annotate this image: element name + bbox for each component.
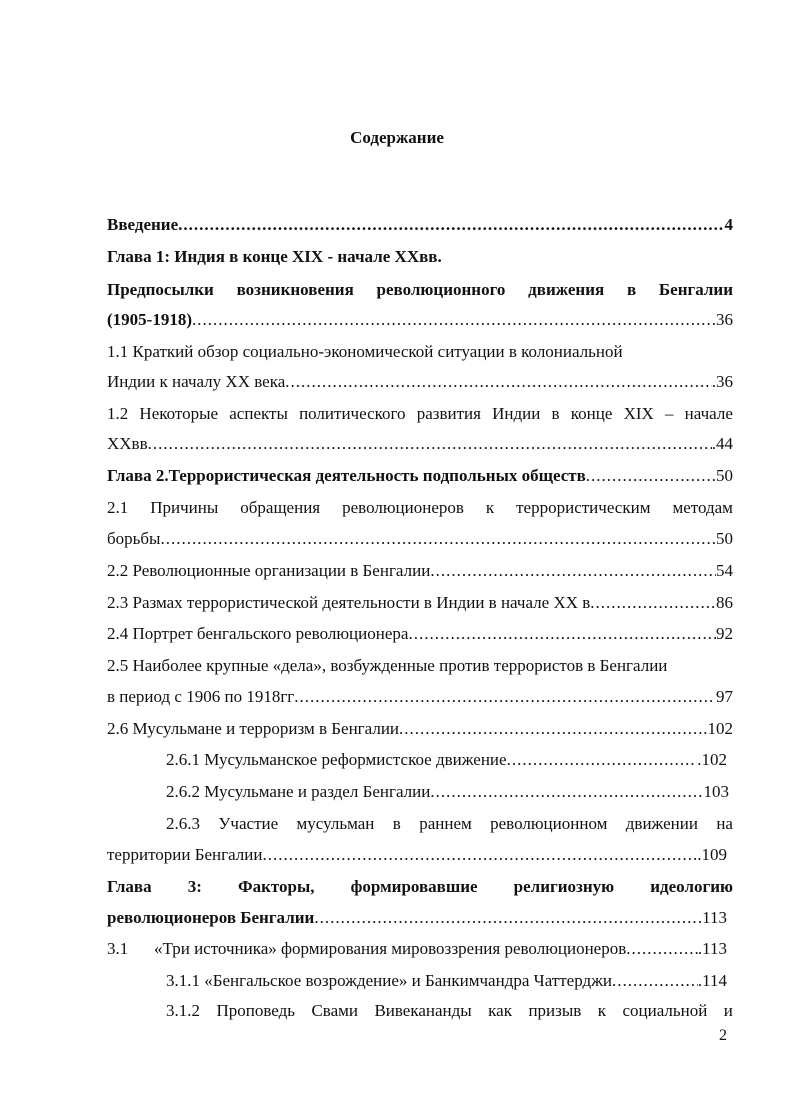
toc-text: 2.6.1 Мусульманское реформистское движение	[166, 750, 507, 769]
toc-text: 3.1.1 «Бенгальское возрождение» и Банкимчандра Чаттерджи	[166, 971, 612, 990]
toc-leader-dots	[430, 781, 703, 803]
word: –	[664, 404, 674, 423]
toc-text: борьбы	[107, 529, 161, 548]
word: 2.6.3	[166, 814, 200, 833]
toc-page: .102	[703, 719, 733, 738]
toc-page: 4	[724, 215, 733, 234]
word: 3.1.2	[166, 1001, 200, 1020]
word: методам	[672, 498, 733, 517]
toc-leader-dots	[399, 718, 703, 740]
toc-page: 50	[716, 529, 733, 548]
word: Предпосылки	[107, 280, 214, 299]
toc-section-1-2-line2	[107, 433, 733, 455]
toc-section-2-6-2	[166, 781, 729, 803]
toc-page: 54	[716, 561, 733, 580]
toc-text: 2.6.2 Мусульмане и раздел Бенгалии	[166, 782, 431, 801]
toc-page: 86	[716, 593, 733, 612]
toc-section-1-1-line2	[107, 371, 733, 393]
word: Глава	[107, 877, 152, 896]
toc-page: 103	[703, 782, 729, 801]
word: обращения	[240, 498, 321, 517]
toc-page: .109	[697, 845, 727, 864]
word: Некоторые	[139, 404, 219, 423]
toc-page: .114	[697, 971, 727, 990]
toc-text: 2.6 Мусульмане и терроризм в Бенгалии	[107, 719, 400, 738]
toc-leader-dots	[160, 528, 716, 550]
word: призыв	[528, 1001, 582, 1020]
word: Участие	[218, 814, 279, 833]
word: на	[716, 814, 733, 833]
toc-page: .113	[697, 939, 727, 958]
word: и	[723, 1001, 733, 1020]
word: террористическим	[516, 498, 651, 517]
word: XIX	[623, 404, 654, 423]
word: как	[488, 1001, 512, 1020]
toc-leader-dots	[612, 970, 698, 992]
toc-entry-intro	[107, 214, 733, 236]
word: движении	[625, 814, 698, 833]
word: в	[551, 404, 560, 423]
toc-text: революционеров Бенгалии	[107, 908, 315, 927]
word: развития	[416, 404, 481, 423]
word: в	[626, 280, 637, 299]
toc-page: .44	[711, 434, 733, 453]
toc-page: .36	[711, 310, 733, 329]
toc-chapter-1-subtitle-line2	[107, 309, 733, 331]
toc-section-2-6-1	[166, 749, 727, 771]
word: Причины	[150, 498, 219, 517]
word: Проповедь	[216, 1001, 295, 1020]
word: раннем	[419, 814, 472, 833]
toc-leader-dots	[590, 592, 716, 614]
word: аспекты	[229, 404, 288, 423]
toc-section-2-1-line1	[107, 497, 733, 519]
toc-section-2-4	[107, 623, 733, 645]
toc-text: XXвв	[107, 434, 148, 453]
toc-text: Индии к началу XX века	[107, 372, 286, 391]
page-number: 2	[719, 1027, 727, 1044]
word: идеологию	[650, 877, 733, 896]
toc-leader-dots	[430, 560, 716, 582]
toc-chapter-1-subtitle-line1	[107, 279, 733, 301]
toc-leader-dots	[507, 749, 698, 771]
toc-section-3-1	[107, 938, 727, 960]
toc-section-3-1-2-line1	[166, 1000, 733, 1022]
word: Бенгалии	[658, 280, 733, 299]
toc-leader-dots	[178, 214, 724, 236]
toc-text: «Три источника» формирования мировоззрения революционеров	[154, 939, 627, 958]
word: Факторы,	[238, 877, 315, 896]
toc-leader-dots	[285, 371, 712, 393]
toc-section-1-2-line1	[107, 403, 733, 425]
toc-number: 3.1	[107, 939, 129, 958]
toc-leader-dots	[626, 938, 698, 960]
word: 1.2	[107, 404, 129, 423]
toc-leader-dots	[586, 465, 716, 487]
word: мусульман	[296, 814, 375, 833]
toc-leader-dots	[294, 686, 711, 708]
toc-leader-dots	[408, 623, 716, 645]
toc-section-2-5-line2	[107, 686, 733, 708]
toc-section-2-2	[107, 560, 733, 582]
word: Свами	[311, 1001, 358, 1020]
word: формировавшие	[350, 877, 478, 896]
word: 2.1	[107, 498, 129, 517]
toc-text: территории Бенгалии	[107, 845, 263, 864]
toc-leader-dots	[192, 309, 712, 331]
word: религиозную	[513, 877, 615, 896]
toc-section-3-1-1	[166, 970, 727, 992]
word: к	[485, 498, 495, 517]
toc-section-2-3	[107, 592, 733, 614]
toc-text: 2.3 Размах террористической деятельности в Индии в начале XX в	[107, 593, 591, 612]
toc-section-2-6-3-line2	[107, 844, 727, 866]
word: революционеров	[342, 498, 464, 517]
toc-chapter-3-line1	[107, 876, 733, 898]
word: в	[392, 814, 401, 833]
toc-text: Глава 2.Террористическая деятельность подпольных обществ	[107, 466, 586, 485]
toc-text: 2.2 Революционные организации в Бенгалии	[107, 561, 431, 580]
word: революционном	[490, 814, 608, 833]
toc-text: Введение	[107, 215, 179, 234]
word: к	[597, 1001, 607, 1020]
toc-section-2-6-3-line1	[166, 813, 733, 835]
word: начале	[684, 404, 733, 423]
toc-text: в период с 1906 по 1918гг	[107, 687, 295, 706]
word: возникновения	[236, 280, 354, 299]
page-title: Содержание	[350, 128, 444, 147]
word: 3:	[187, 877, 202, 896]
toc-chapter-1-title: Глава 1: Индия в конце XIX - начале XXвв.	[107, 247, 442, 266]
toc-page: .113	[697, 908, 727, 927]
word: политического	[299, 404, 406, 423]
toc-text: (1905-1918)	[107, 310, 192, 329]
toc-leader-dots	[148, 433, 712, 455]
toc-section-2-6	[107, 718, 733, 740]
toc-section-2-5-line1: 2.5 Наиболее крупные «дела», возбужденные против террористов в Бенгалии	[107, 656, 668, 675]
word: революционного	[376, 280, 506, 299]
word: конце	[570, 404, 613, 423]
word: социальной	[622, 1001, 708, 1020]
toc-text: 2.4 Портрет бенгальского революционера	[107, 624, 409, 643]
toc-chapter-3-line2	[107, 907, 727, 929]
toc-leader-dots	[262, 844, 697, 866]
word: Вивекананды	[374, 1001, 472, 1020]
toc-page: 50	[716, 466, 733, 485]
toc-page: .102	[697, 750, 727, 769]
toc-page: .36	[711, 372, 733, 391]
toc-page: 92	[716, 624, 733, 643]
toc-section-2-1-line2	[107, 528, 733, 550]
toc-section-1-1-line1: 1.1 Краткий обзор социально-экономической ситуации в колониальной	[107, 342, 623, 361]
toc-leader-dots	[314, 907, 698, 929]
toc-page: 97	[711, 687, 733, 706]
toc-chapter-2	[107, 465, 733, 487]
word: Индии	[492, 404, 541, 423]
word: движения	[528, 280, 605, 299]
